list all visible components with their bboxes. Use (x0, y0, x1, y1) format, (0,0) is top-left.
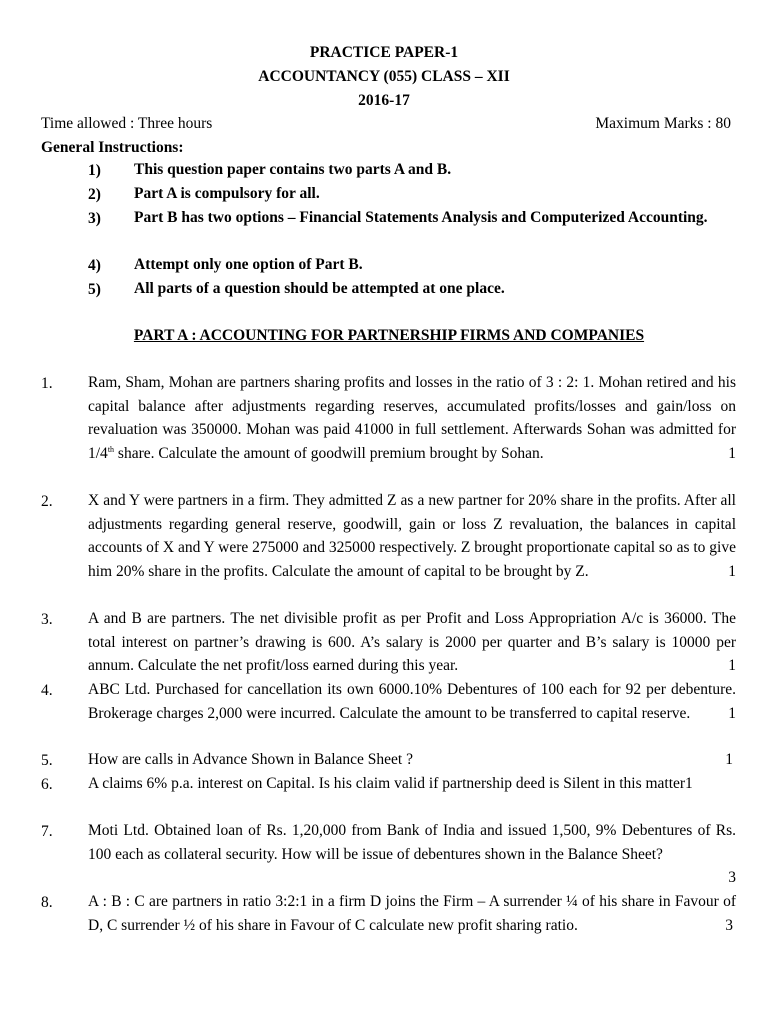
time-allowed: Time allowed : Three hours (41, 115, 213, 132)
question-number: 5. (41, 752, 53, 769)
session-year: 2016-17 (358, 92, 410, 109)
question-number: 1. (41, 375, 53, 392)
question-text: ABC Ltd. Purchased for cancellation its own 6000.10% Debentures of 100 each for 92 per debenture. Brokerage charges 2,000 were incurred. Calculate the amount to be transferred to capital reserve. 1 (88, 678, 736, 725)
question-text: A claims 6% p.a. interest on Capital. Is his claim valid if partnership deed is Silent in this matter1 (88, 775, 693, 792)
question-text: X and Y were partners in a firm. They admitted Z as a new partner for 20% share in the profits. After all adjustments regarding general reserve, goodwill, gain or loss Z revaluation, the balances in capital accounts of X and Y were 275000 and 325000 respectively. Z brought proportionate capital so as to give him 20% share in the profits. Calculate the amount of capital to be brought by Z. 1 (88, 489, 736, 583)
question-number: 4. (41, 682, 53, 699)
instruction-text: Attempt only one option of Part B. (134, 256, 363, 273)
maximum-marks: Maximum Marks : 80 (595, 115, 731, 132)
instruction-text: All parts of a question should be attempted at one place. (134, 280, 505, 297)
question-text: A and B are partners. The net divisible profit as per Profit and Loss Appropriation A/c is 36000. The total interest on partner’s drawing is 600. A’s salary is 2000 per quarter and B’s salary is 10000 per annum. Calculate the net profit/loss earned during this year. 1 (88, 607, 736, 678)
question-number: 2. (41, 493, 53, 510)
question-number: 8. (41, 894, 53, 911)
question-marks: 1 (728, 562, 736, 580)
subject-title: ACCOUNTANCY (055) CLASS – XII (258, 68, 510, 85)
instruction-number: 4) (88, 257, 101, 274)
question-number: 3. (41, 611, 53, 628)
question-number: 6. (41, 776, 53, 793)
instruction-number: 3) (88, 210, 101, 227)
instruction-number: 1) (88, 162, 101, 179)
question-text: Moti Ltd. Obtained loan of Rs. 1,20,000 from Bank of India and issued 1,500, 9% Debentures of Rs. 100 each as collateral security. How will be issue of debentures shown in the Balance Sheet? 3 (88, 819, 736, 890)
instructions-heading: General Instructions: (41, 139, 184, 156)
question-number: 7. (41, 823, 53, 840)
question-text: A : B : C are partners in ratio 3:2:1 in a firm D joins the Firm – A surrender ¼ of his share in Favour of D, C surrender ½ of his share in Favour of C calculate new profit sharing ratio. 3 (88, 890, 736, 937)
question-marks: 1 (728, 657, 736, 675)
instruction-text: Part A is compulsory for all. (134, 185, 320, 202)
instruction-number: 5) (88, 281, 101, 298)
instruction-text: Part B has two options – Financial Statements Analysis and Computerized Accounting. (134, 209, 708, 226)
paper-title: PRACTICE PAPER-1 (309, 44, 459, 61)
question-marks: 1 (728, 444, 736, 462)
part-a-heading: PART A : ACCOUNTING FOR PARTNERSHIP FIRMS AND COMPANIES (133, 327, 645, 344)
question-marks: 3 (725, 916, 733, 934)
question-marks: 3 (728, 869, 736, 887)
question-marks: 1 (725, 751, 733, 768)
instruction-text: This question paper contains two parts A and B. (134, 161, 452, 178)
question-text: How are calls in Advance Shown in Balance Sheet ? 1 (88, 748, 736, 772)
question-text: Ram, Sham, Mohan are partners sharing profits and losses in the ratio of 3 : 2: 1. Mohan retired and his capital balance after adjustments regarding reserves, accumulated profits/losses and gain/loss on revaluation was 350000. Mohan was paid 41000 in full settlement. Afterwards Sohan was admitted for 1/4th share. Calculate the amount of goodwill premium brought by Sohan. 1 (88, 371, 736, 465)
question-marks: 1 (728, 704, 736, 722)
instruction-number: 2) (88, 186, 101, 203)
